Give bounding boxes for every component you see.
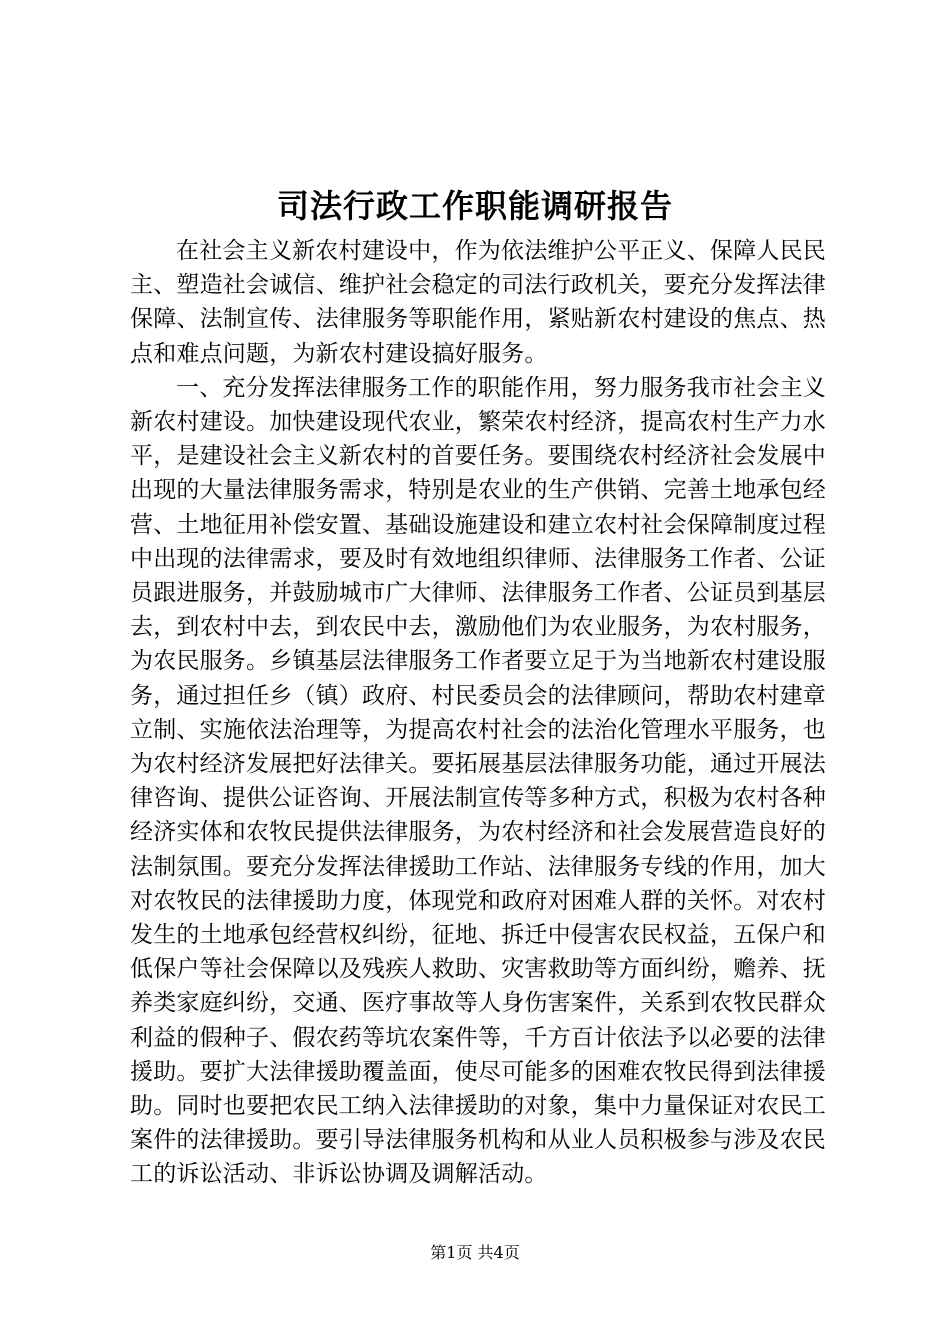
document-title: 司法行政工作职能调研报告 (276, 187, 673, 225)
document-body (130, 234, 826, 1192)
page-number-footer: 第1页 共4页 (430, 1243, 520, 1262)
section-one-paragraph: 一、充分发挥法律服务工作的职能作用，努力服务我市社会主义新农村建设。加快建设现代农业，繁荣农村经济，提高农村生产力水平，是建设社会主义新农村的首要任务。要围绕农村经济社会发展中出现的大量法律服务需求，特别是农业的生产供销、完善土地承包经营、土地征用补偿安置、基础设施建设和建立农村社会保障制度过程中出现的法律需求，要及时有效地组织律师、法律服务工作者、公证员跟进服务，并鼓励城市广大律师、法律服务工作者、公证员到基层去，到农村中去，到农民中去，激励他们为农业服务，为农村服务，为农民服务。乡镇基层法律服务工作者要立足于为当地新农村建设服务，通过担任乡（镇）政府、村民委员会的法律顾问，帮助农村建章立制、实施依法治理等，为提高农村社会的法治化管理水平服务，也为农村经济发展把好法律关。要拓展基层法律服务功能，通过开展法律咨询、提供公证咨询、开展法制宣传等多种方式，积极为农村各种经济实体和农牧民提供法律服务，为农村经济和社会发展营造良好的法制氛围。要充分发挥法律援助工作站、法律服务专线的作用，加大对农牧民的法律援助力度，体现党和政府对困难人群的关怀。对农村发生的土地承包经营权纠纷，征地、拆迁中侵害农民权益，五保户和低保户等社会保障以及残疾人救助、灾害救助等方面纠纷，赡养、抚养类家庭纠纷，交通、医疗事故等人身伤害案件，关系到农牧民群众利益的假种子、假农药等坑农案件等，千方百计依法予以必要的法律援助。要扩大法律援助覆盖面，使尽可能多的困难农牧民得到法律援助。同时也要把农民工纳入法律援助的对象，集中力量保证对农民工案件的法律援助。要引导法律服务机构和从业人员积极参与涉及农民工的诉讼活动、非诉讼协调及调解活动。 (130, 374, 826, 1188)
intro-paragraph: 在社会主义新农村建设中，作为依法维护公平正义、保障人民民主、塑造社会诚信、维护社会稳定的司法行政机关，要充分发挥法律保障、法制宣传、法律服务等职能作用，紧贴新农村建设的焦点、热点和难点问题，为新农村建设搞好服务。 (130, 238, 826, 367)
